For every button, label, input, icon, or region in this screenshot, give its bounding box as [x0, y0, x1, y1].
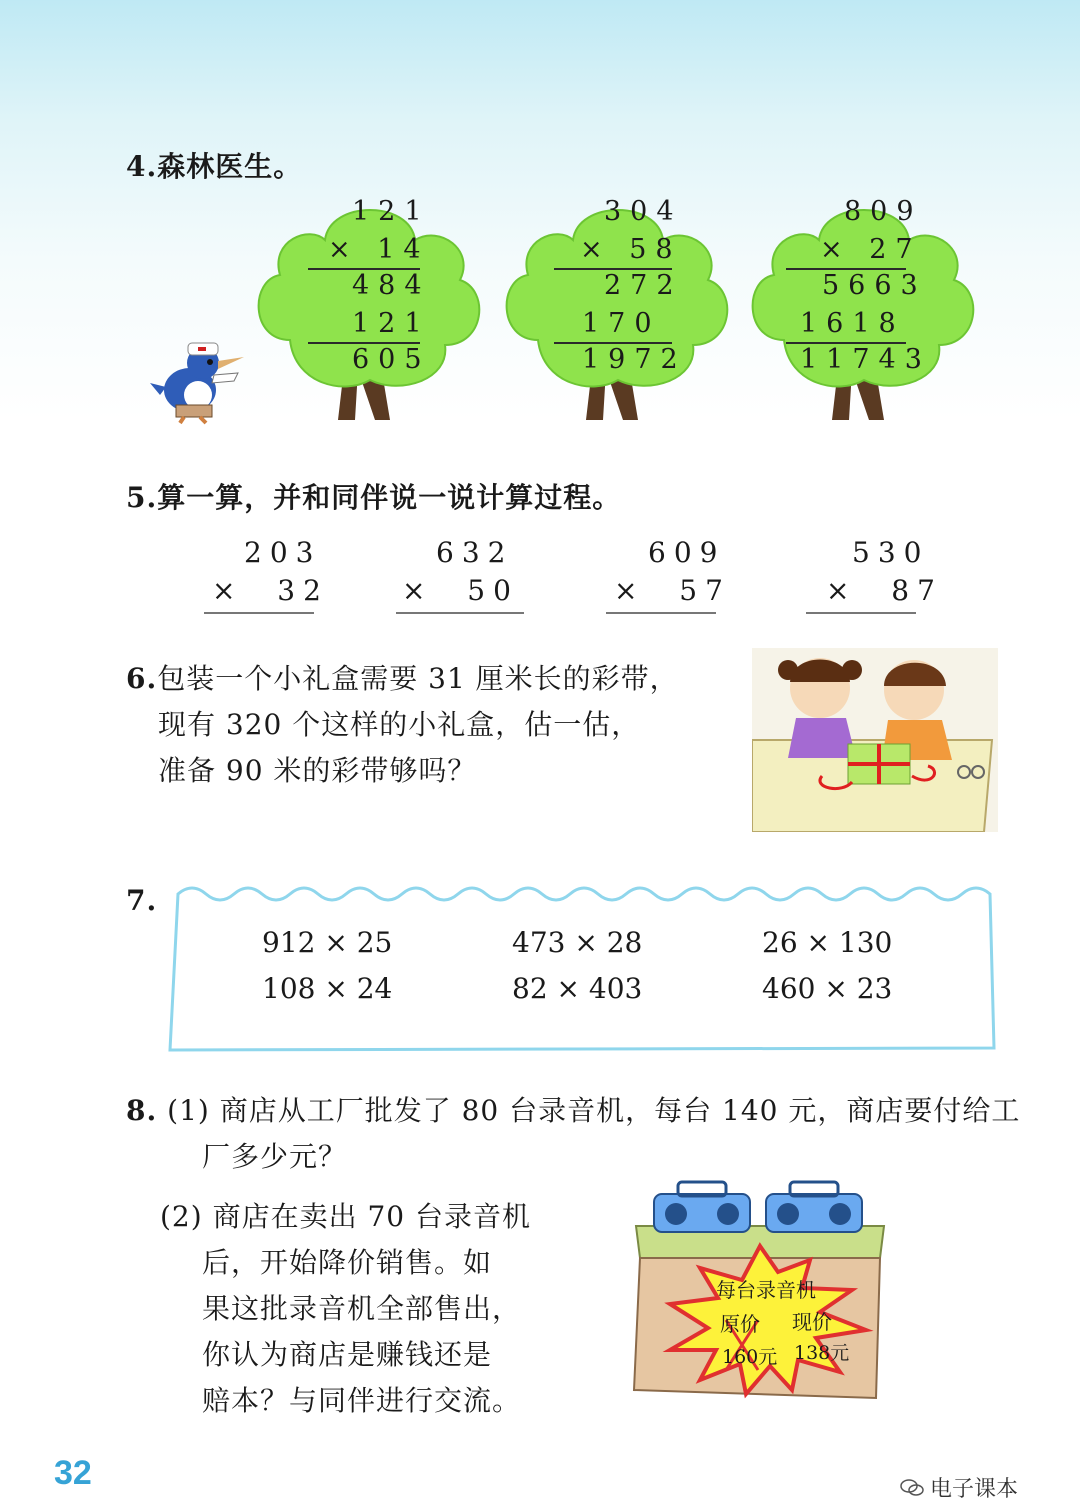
q7-expr-3: 26 × 130: [762, 926, 893, 959]
tree-3-partial-2: 1618: [800, 308, 905, 339]
q6-line-1: 包装一个小礼盒需要 31 厘米长的彩带，: [157, 662, 679, 695]
page-number: 32: [54, 1454, 92, 1492]
tree-2-multiplicand: 304: [604, 196, 683, 227]
q8-p1-line-2: 厂多少元？: [202, 1140, 348, 1173]
q7-expr-1: 912 × 25: [262, 926, 393, 959]
tree-3-result: 11743: [800, 344, 931, 375]
q8-part-2: [160, 1194, 531, 1424]
q5-number: 5.: [126, 481, 158, 514]
q6-line-2: 现有 320 个这样的小礼盒，估一估，: [158, 708, 641, 741]
sign-original-label: 原价: [720, 1312, 760, 1336]
q7-expr-6: 460 × 23: [762, 972, 893, 1005]
tree-1-partial-2: 121: [352, 308, 431, 339]
q8-p2-line-3: 果这批录音机全部售出，: [202, 1292, 522, 1325]
q8-p2-line-5: 赔本？与同伴进行交流。: [202, 1384, 522, 1417]
q8-p2-line-4: 你认为商店是赚钱还是: [202, 1338, 493, 1371]
q5-4-bottom: × 87: [826, 574, 943, 607]
watermark: [900, 1472, 1018, 1503]
wechat-icon: [900, 1478, 924, 1498]
q5-4-top: 530: [852, 536, 930, 569]
sign-title: 每台录音机: [716, 1278, 816, 1302]
tree-2: [498, 180, 738, 420]
q4-heading: [126, 145, 302, 185]
q6-text: [126, 656, 679, 794]
q5-3-rule: [606, 612, 716, 614]
price-display-illustration: [630, 1180, 890, 1400]
watermark-text: 电子课本: [930, 1477, 1019, 1502]
children-wrapping-gift-illustration: [752, 648, 998, 832]
q5-1-bottom: × 32: [212, 574, 329, 607]
q7-expr-4: 108 × 24: [262, 972, 393, 1005]
q8-p1-line-1: 商店从工厂批发了 80 台录音机，每台 140 元，商店要付给工: [219, 1094, 1021, 1127]
q7-wavy-frame: [164, 880, 1000, 1058]
tree-1-partial-1: 484: [352, 270, 431, 301]
tree-2-multiplier: × 58: [580, 234, 682, 265]
q4-title: 森林医生。: [157, 150, 303, 183]
q7-expr-2: 473 × 28: [512, 926, 643, 959]
q8-number: 8.: [126, 1094, 158, 1127]
q8-p1-label: (1): [167, 1094, 210, 1127]
tree-3-multiplicand: 809: [844, 196, 923, 227]
tree-1-multiplicand: 121: [352, 196, 431, 227]
q5-1-rule: [204, 612, 314, 614]
q4-number: 4.: [126, 150, 158, 183]
tree-1-multiplier: × 14: [328, 234, 430, 265]
tree-3-partial-1: 5663: [822, 270, 927, 301]
q8-part-1: [126, 1088, 1020, 1180]
q8-p2-line-2: 后，开始降价销售。如: [202, 1246, 493, 1279]
q8-p2-label: (2): [160, 1200, 203, 1233]
q6-line-3: 准备 90 米的彩带够吗？: [158, 754, 477, 787]
q7-expr-5: 82 × 403: [512, 972, 643, 1005]
q7-number: 7.: [126, 884, 158, 917]
q5-4-rule: [806, 612, 916, 614]
q5-3-bottom: × 57: [614, 574, 731, 607]
sign-original-price: 160元: [722, 1346, 778, 1368]
woodpecker-illustration: [148, 335, 248, 425]
q8-p2-line-1: 商店在卖出 70 台录音机: [212, 1200, 532, 1233]
tree-2-result: 1972: [582, 344, 687, 375]
sign-current-price: 138元: [794, 1342, 850, 1364]
q5-2-bottom: × 50: [402, 574, 519, 607]
tree-2-partial-2: 170: [582, 308, 661, 339]
q5-3-top: 609: [648, 536, 726, 569]
tree-1-result: 605: [352, 344, 431, 375]
q5-1-top: 203: [244, 536, 322, 569]
q5-heading: [126, 476, 621, 516]
q5-2-rule: [396, 612, 524, 614]
tree-2-partial-1: 272: [604, 270, 683, 301]
tree-3-multiplier: × 27: [820, 234, 922, 265]
q5-2-top: 632: [436, 536, 514, 569]
q6-number: 6.: [126, 662, 158, 695]
tree-1: [250, 180, 490, 420]
sign-current-label: 现价: [792, 1310, 832, 1334]
q5-title: 算一算，并和同伴说一说计算过程。: [157, 481, 622, 514]
tree-3: [744, 180, 984, 420]
